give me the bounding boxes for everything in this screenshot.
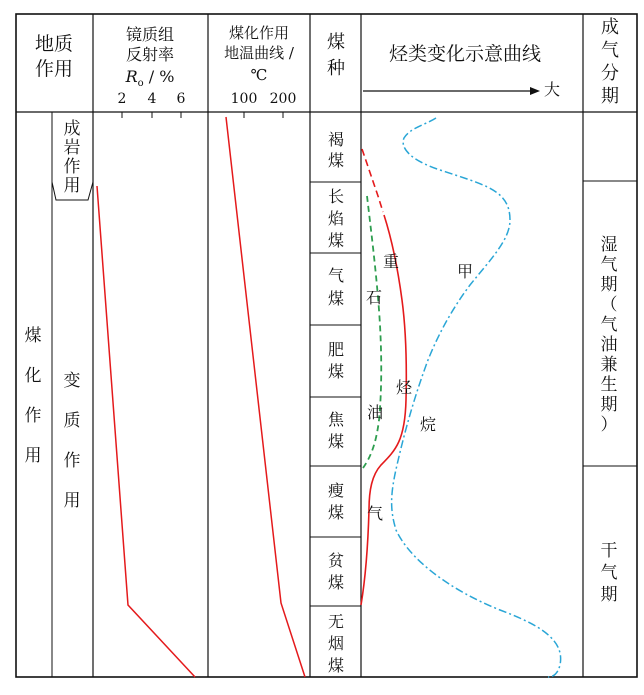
metamorphism-char: 用 xyxy=(63,491,81,511)
methane-label: 烷 xyxy=(419,415,437,434)
temp-tick-label: 100 xyxy=(230,91,258,107)
gas-label: 气 xyxy=(366,504,384,523)
dry-gas-stage-char: 期 xyxy=(600,585,618,605)
header-temp-unit: ℃ xyxy=(250,66,268,84)
coal-type-long-flame: 焰 xyxy=(327,209,345,228)
header-stage-char: 期 xyxy=(601,86,619,107)
header-geo-line2: 作用 xyxy=(34,58,74,80)
coal-type-lean: 煤 xyxy=(327,503,345,522)
ro-curve xyxy=(97,186,195,677)
coalification-char: 作 xyxy=(24,406,42,426)
diagenesis-char: 用 xyxy=(63,176,81,196)
wet-gas-stage-char: 油 xyxy=(600,335,618,355)
oil-label: 油 xyxy=(366,403,384,422)
header-hydrocarbon-title: 烃类变化示意曲线 xyxy=(388,43,542,65)
coalification-char: 用 xyxy=(24,446,42,466)
wet-gas-stage-char: 气 xyxy=(600,315,618,335)
wet-gas-stage-char: 期 xyxy=(600,275,618,295)
header-stage-char: 分 xyxy=(601,63,619,84)
wet-gas-stage-char: 期 xyxy=(600,395,618,415)
axis-arrow-head xyxy=(530,87,540,95)
wet-gas-stage-char: ） xyxy=(600,415,618,435)
ro-tick-label: 4 xyxy=(147,91,157,107)
header-ro-line1: 镜质组 xyxy=(125,25,175,44)
coal-type-fat: 肥 xyxy=(327,340,345,359)
coal-type-long-flame: 煤 xyxy=(327,231,345,250)
metamorphism-char: 作 xyxy=(63,451,81,471)
coal-type-anthracite: 无 xyxy=(327,612,345,631)
wet-gas-stage-char: 气 xyxy=(600,255,618,275)
coal-type-coking: 煤 xyxy=(327,432,345,451)
coal-type-anthracite: 烟 xyxy=(327,634,345,653)
oil-curve xyxy=(363,196,384,468)
oil-label: 石 xyxy=(365,288,383,307)
header-temp-line2: 地温曲线 / xyxy=(224,44,294,62)
coal-type-coking: 焦 xyxy=(327,410,345,429)
header-stage-char: 气 xyxy=(601,40,619,61)
coalification-char: 化 xyxy=(24,366,42,386)
heavy-hc-curve-dashed xyxy=(362,149,383,212)
coal-type-lean: 瘦 xyxy=(327,481,345,500)
header-ro-line2: 反射率 xyxy=(125,45,175,64)
header-coal-line2: 种 xyxy=(327,58,345,79)
dry-gas-stage-char: 干 xyxy=(600,541,618,561)
wet-gas-stage-char: 生 xyxy=(600,375,618,395)
heavy-hc-label: 重 xyxy=(382,252,400,271)
coalification-char: 煤 xyxy=(24,326,42,346)
methane-curve xyxy=(392,118,561,677)
heavy-hc-label: 烃 xyxy=(395,378,413,397)
coal-type-lignite: 褐 xyxy=(327,130,345,149)
header-temp-line1: 煤化作用 xyxy=(228,24,290,42)
metamorphism-char: 变 xyxy=(63,371,81,391)
diagenesis-char: 作 xyxy=(63,157,81,177)
header-coal-line1: 煤 xyxy=(327,32,345,53)
ro-tick-label: 6 xyxy=(176,91,186,107)
diagenesis-char: 成 xyxy=(63,119,81,139)
coal-type-lignite: 煤 xyxy=(327,151,345,170)
coal-type-long-flame: 长 xyxy=(327,187,345,206)
diagenesis-char: 岩 xyxy=(63,138,81,158)
wet-gas-stage-char: 兼 xyxy=(600,355,618,375)
header-stage-char: 成 xyxy=(601,17,619,38)
header-ro-unit: $R_o$ / % xyxy=(125,67,175,89)
coal-type-meager: 贫 xyxy=(327,551,345,570)
coal-type-gas: 气 xyxy=(327,266,345,285)
coal-type-gas: 煤 xyxy=(327,289,345,308)
methane-label: 甲 xyxy=(456,262,474,281)
coal-type-anthracite: 煤 xyxy=(327,656,345,675)
wet-gas-stage-char: （ xyxy=(600,295,618,315)
coal-type-fat: 煤 xyxy=(327,362,345,381)
coal-type-meager: 煤 xyxy=(327,573,345,592)
ro-tick-label: 2 xyxy=(117,91,127,107)
header-arrow-label: 大 xyxy=(543,80,561,99)
temperature-curve xyxy=(226,117,305,677)
metamorphism-char: 质 xyxy=(63,411,81,431)
temp-tick-label: 200 xyxy=(269,91,297,107)
dry-gas-stage-char: 气 xyxy=(600,563,618,583)
wet-gas-stage-char: 湿 xyxy=(600,235,618,255)
header-geo-line1: 地质 xyxy=(34,33,74,55)
